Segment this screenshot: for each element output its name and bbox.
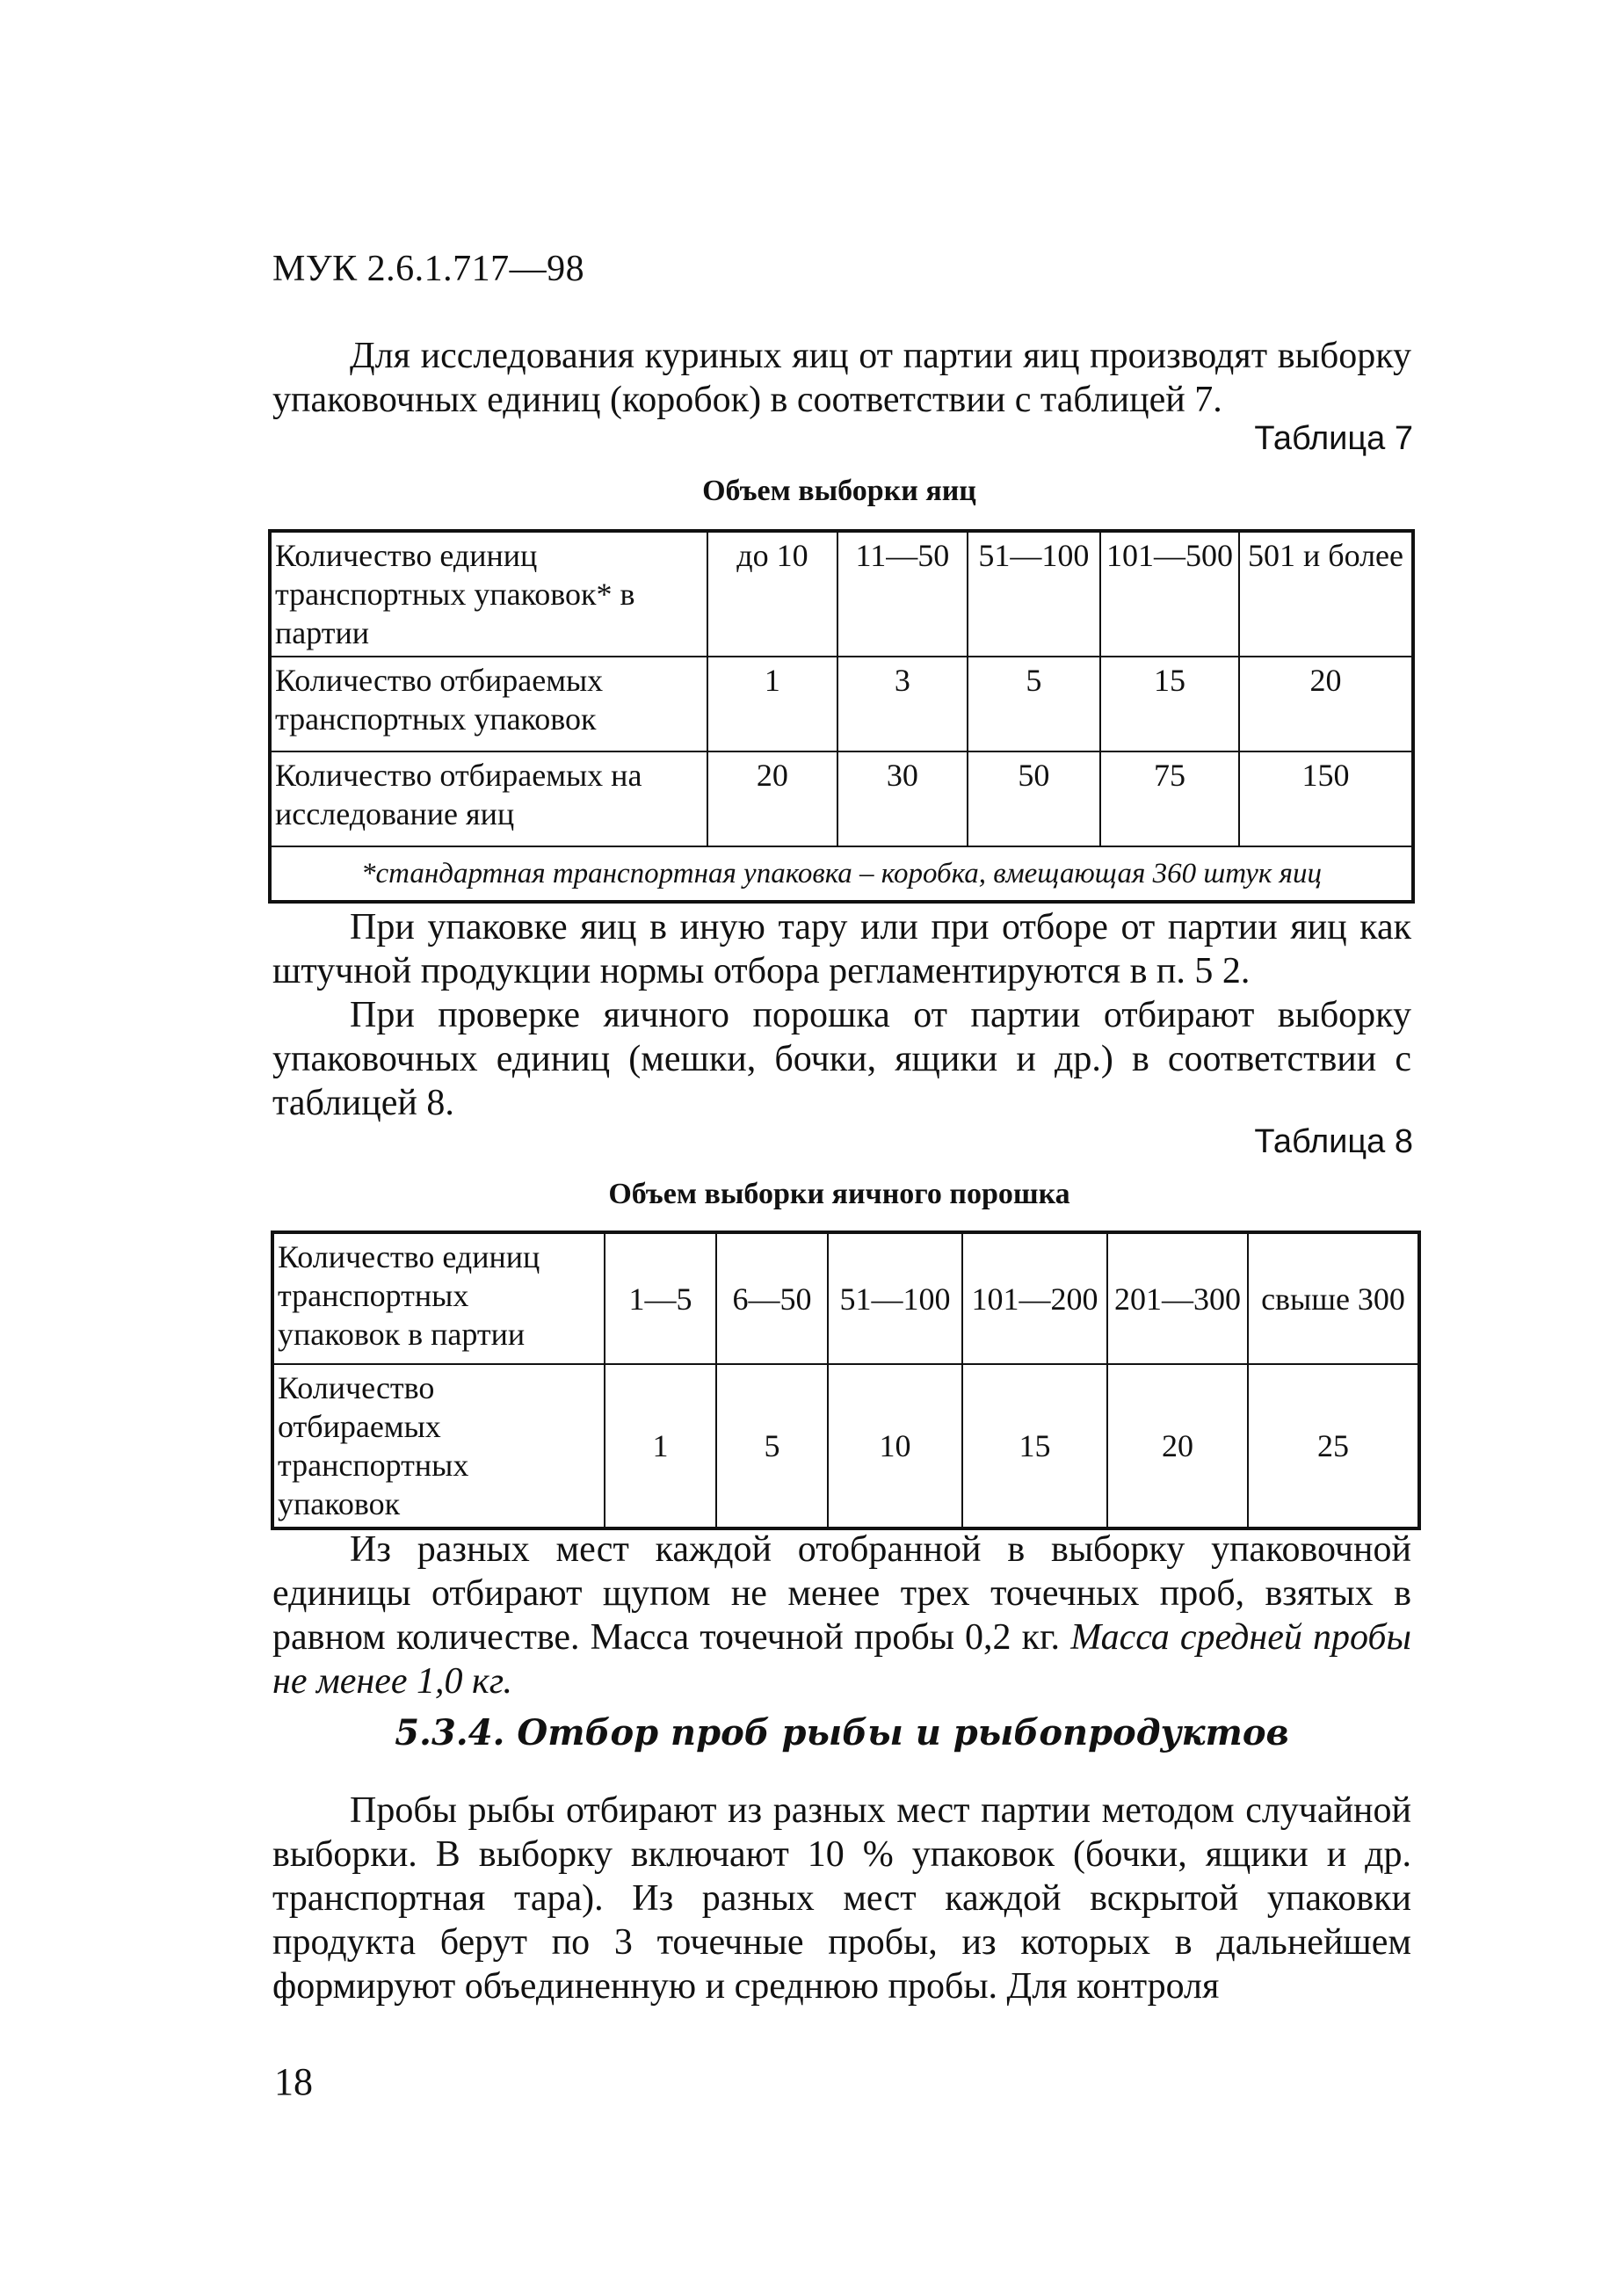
table7-cell: 11—50 [837,531,968,657]
intro-text: Для исследования куриных яиц от партии яиц производят выборку упаковочных единиц (коробок) в соответствии с таблицей 7. [272,336,1411,420]
intro-paragraph [272,334,1411,422]
document-code: МУК 2.6.1.717—98 [272,249,585,289]
table7-footnote-row [270,846,1413,902]
table7-label: Таблица 7 [1254,420,1413,457]
table7-footnote: *стандартная транспортная упаковка – коробка, вмещающая 360 штук яиц [270,846,1413,902]
table7-cell: 30 [837,751,968,846]
paragraph-packaging-text: При упаковке яиц в иную тару или при отборе от партии яиц как штучной продукции нормы отбора регламентируются в п. 5 2. [272,907,1411,991]
table8-cell: 51—100 [828,1232,962,1364]
table7-cell: 501 и более [1239,531,1413,657]
table8-cell: 25 [1248,1364,1419,1528]
table7-cell: до 10 [707,531,837,657]
section-heading: 5.3.4. Отбор проб рыбы и рыбопродуктов [395,1712,1289,1753]
table7-row-header: Количество отбираемых транспортных упаковок [270,657,707,751]
table8-cell: свыше 300 [1248,1232,1419,1364]
paragraph-egg-powder [272,993,1411,1125]
table8-cell: 6—50 [716,1232,828,1364]
table8-cell: 5 [716,1364,828,1528]
table7-row [270,657,1413,751]
table7-cell: 15 [1100,657,1239,751]
table7-cell: 3 [837,657,968,751]
table7-row-header: Количество отбираемых на исследование яиц [270,751,707,846]
table8-title: Объем выборки яичного порошка [608,1178,1070,1210]
table7-cell: 51—100 [968,531,1100,657]
table8-label: Таблица 8 [1254,1123,1413,1160]
paragraph-fish [272,1789,1411,2008]
table7-cell: 20 [1239,657,1413,751]
table7-cell: 75 [1100,751,1239,846]
table7-row-header: Количество единиц транспортных упаковок* в партии [270,531,707,657]
table7-cell: 5 [968,657,1100,751]
paragraph-fish-text: Пробы рыбы отбирают из разных мест партии методом случайной выборки. В выборку включают 10 % упаковок (бочки, ящики и др. транспортная тара). Из разных мест каждой вскрытой упаковки продукта берут по 3 точечные пробы, из которых в дальнейшем формируют объединенную и среднюю пробы. Для контроля [272,1790,1411,2007]
table7-row [270,531,1413,657]
paragraph-egg-powder-text: При проверке яичного порошка от партии отбирают выборку упаковочных единиц (мешки, бочки, ящики и др.) в соответствии с таблицей 8. [272,995,1411,1123]
table8-cell: 10 [828,1364,962,1528]
table8-row [272,1364,1419,1528]
paragraph-packaging [272,905,1411,993]
table7-title: Объем выборки яиц [702,475,976,507]
table7-row [270,751,1413,846]
table8-row [272,1232,1419,1364]
table8-row-header: Количество единиц транспортных упаковок в партии [272,1232,605,1364]
paragraph-sampling-italic: Масса средней пробы не менее 1,0 кг. [272,1617,1411,1702]
table8-cell: 15 [962,1364,1107,1528]
table7-cell: 101—500 [1100,531,1239,657]
table8-cell: 1—5 [605,1232,716,1364]
paragraph-sampling-text: Из разных мест каждой отобранной в выборку упаковочной единицы отбирают щупом не менее трех точечных проб, взятых в равном количестве. Масса точечной пробы 0,2 кг. [272,1529,1411,1658]
page-number: 18 [274,2060,313,2103]
table8-cell: 201—300 [1107,1232,1248,1364]
table7-cell: 150 [1239,751,1413,846]
table7-cell: 20 [707,751,837,846]
table8-cell: 1 [605,1364,716,1528]
table7-cell: 1 [707,657,837,751]
paragraph-sampling [272,1528,1411,1703]
table8-cell: 20 [1107,1364,1248,1528]
table8 [271,1230,1421,1530]
table7 [268,529,1415,904]
table8-cell: 101—200 [962,1232,1107,1364]
table7-cell: 50 [968,751,1100,846]
table8-row-header: Количество отбираемых транспортных упаковок [272,1364,605,1528]
